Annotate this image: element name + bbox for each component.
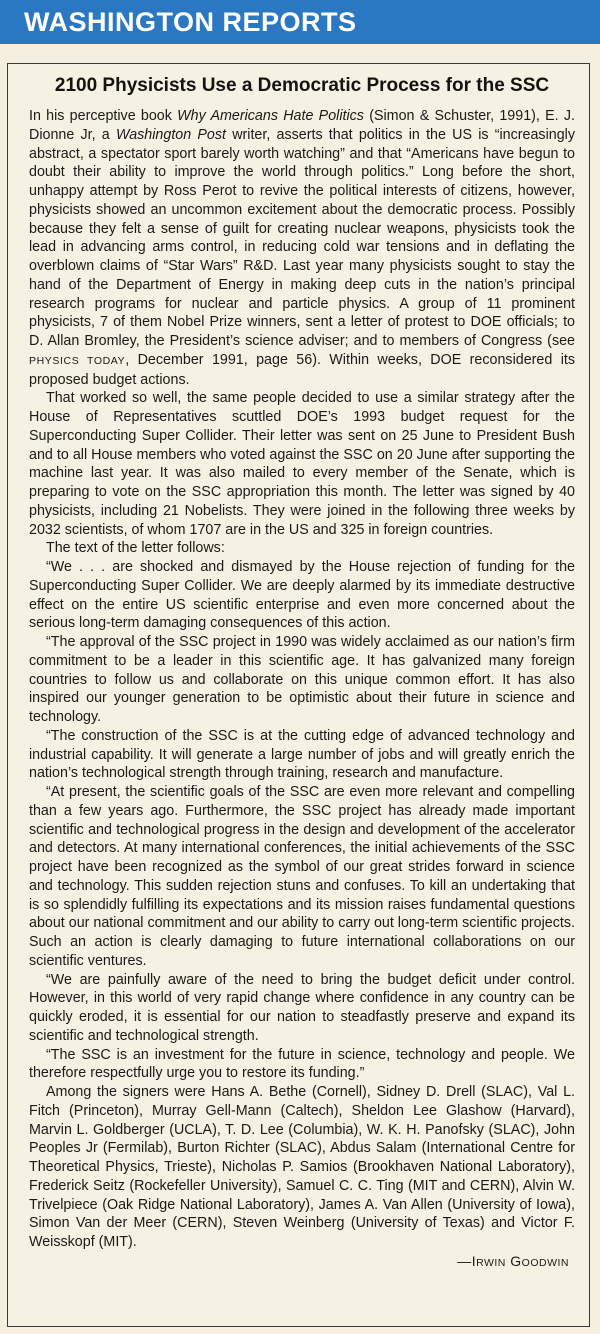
- paragraph-letter-intro: The text of the letter follows:: [46, 540, 225, 557]
- article-box: [7, 63, 590, 1327]
- author-byline: [29, 1252, 575, 1272]
- section-title: WASHINGTON REPORTS: [24, 7, 357, 37]
- article-body: [29, 107, 575, 1252]
- newspaper-name: Washington Post: [115, 126, 226, 143]
- letter-paragraph-5: “We are painfully aware of the need to bring the budget deficit under control. However, in this world of very rapid change where confidence in any country can be quickly eroded, it is essential for our nation to steadfastly preserve and expand its scientific and technological strength.: [29, 971, 575, 1044]
- letter-paragraph-3: “The construction of the SSC is at the cutting edge of advanced technology and industrial capability. It will generate a large number of jobs and will greatly enrich the nation’s technological strength through training, research and manufacture.: [29, 727, 575, 782]
- article-title: 2100 Physicists Use a Democratic Process for the SSC: [54, 75, 550, 96]
- book-title: Why Americans Hate Politics: [177, 108, 364, 124]
- letter-paragraph-1: “We . . . are shocked and dismayed by the House rejection of funding for the Superconducting Super Collider. We are deeply alarmed by its immediate destructive effect on the entire US scientific enterprise and even more concerned about the serious long-term damaging consequences of this action.: [29, 559, 575, 632]
- paragraph-intro-text-b: (Simon & Schuster, 1991), E. J. Dionne Jr, a: [29, 108, 575, 143]
- paragraph-signers: Among the signers were Hans A. Bethe (Cornell), Sidney D. Drell (SLAC), Val L. Fitch (Princeton), Murray Gell-Mann (Caltech), Sheldon Lee Glashow (Harvard), Marvin L. Goldberger (UCLA), T. D. Lee (Columbia), W. K. H. Panofsky (SLAC), John Peoples Jr (Fermilab), Burton Richter (SLAC), Abdus Salam (International Centre for Theoretical Physics, Trieste), Nicholas P. Samios (Brookhaven National Laboratory), Frederick Seitz (Rockefeller University), Samuel C. C. Ting (MIT and CERN), Alvin W. Trivelpiece (Oak Ridge National Laboratory), James A. Van Allen (University of Iowa), Simon Van der Meer (CERN), Steven Weinberg (University of Texas) and Victor F. Weisskopf (MIT).: [29, 1084, 575, 1250]
- letter-paragraph-2: “The approval of the SSC project in 1990 was widely acclaimed as our nation’s firm commitment to be a leader in this scientific age. It has galvanized many foreign countries to follow us and collaborate on this unique common effort. It has also inspired our younger generation to be optimistic about their future in science and technology.: [29, 634, 575, 725]
- letter-paragraph-6: “The SSC is an investment for the future in science, technology and people. We therefore respectfully urge you to restore its funding.”: [29, 1046, 575, 1082]
- paragraph-intro-text-c: writer, asserts that politics in the US is “increasingly abstract, a spectator sport barely worth watching” and that “Americans have begun to doubt their ability to improve the world through politics.” Long before the short, unhappy attempt by Ross Perot to revive the political interests of citizens, however, physicists showed an uncommon excitement about the democratic process. Possibly because they felt a sense of guilt for creating nuclear weapons, physicists took the lead in advancing arms control, in reducing cold war tensions and in deflating the overblown claims of “Star Wars” R&D. Last year many physicists sought to stay the hand of the Department of Energy in making deep cuts in the nation’s principal research programs for nuclear and particle physics. A group of 11 prominent physicists, 7 of them Nobel Prize winners, sent a letter of protest to DOE officials; to D. Allan Bromley, the President’s science adviser; and to members of Congress (see: [29, 126, 575, 349]
- paragraph-intro-text-a: In his perceptive book: [29, 108, 178, 124]
- section-banner: [0, 0, 600, 44]
- paragraph-intro-text-d: , December 1991, page 56). Within weeks, DOE reconsidered its proposed budget actions.: [29, 351, 575, 388]
- magazine-name: PHYSICS TODAY: [29, 354, 126, 367]
- paragraph-intro: [29, 107, 575, 389]
- byline-last-initial: G: [510, 1252, 522, 1269]
- byline-last-rest: OODWIN: [521, 1256, 569, 1269]
- paragraph-strategy: That worked so well, the same people decided to use a similar strategy after the House of Representatives scuttled DOE’s 1993 budget request for the Superconducting Super Collider. Their letter was sent on 25 June to President Bush and to all House members who voted against the SSC on 20 June after supporting the machine last year. It was also mailed to every member of the Senate, which is preparing to vote on the SSC appropriation this month. The letter was signed by 40 physicists, including 21 Nobelists. They were joined in the following three weeks by 2032 scientists, of whom 1707 are in the US and 325 in foreign countries.: [29, 390, 575, 538]
- byline-dash: —: [457, 1252, 472, 1269]
- byline-first-rest: RWIN: [476, 1256, 506, 1269]
- byline-first-initial: I: [471, 1252, 477, 1269]
- letter-paragraph-4: “At present, the scientific goals of the SSC are even more relevant and compelling than a few years ago. Furthermore, the SSC project has already made important scientific and technological progress in the design and development of the accelerator and detectors. At many international conferences, the initial achievements of the SSC project have been recognized as the symbol of our great strides forward in science and technology. This sudden rejection stuns and confuses. To kill an undertaking that is so splendidly fulfilling its expectations and its mission raises fundamental questions about our national commitment and our ability to carry out long-term scientific projects. Such an action is clearly damaging to future international collaborations on our scientific ventures.: [29, 784, 575, 969]
